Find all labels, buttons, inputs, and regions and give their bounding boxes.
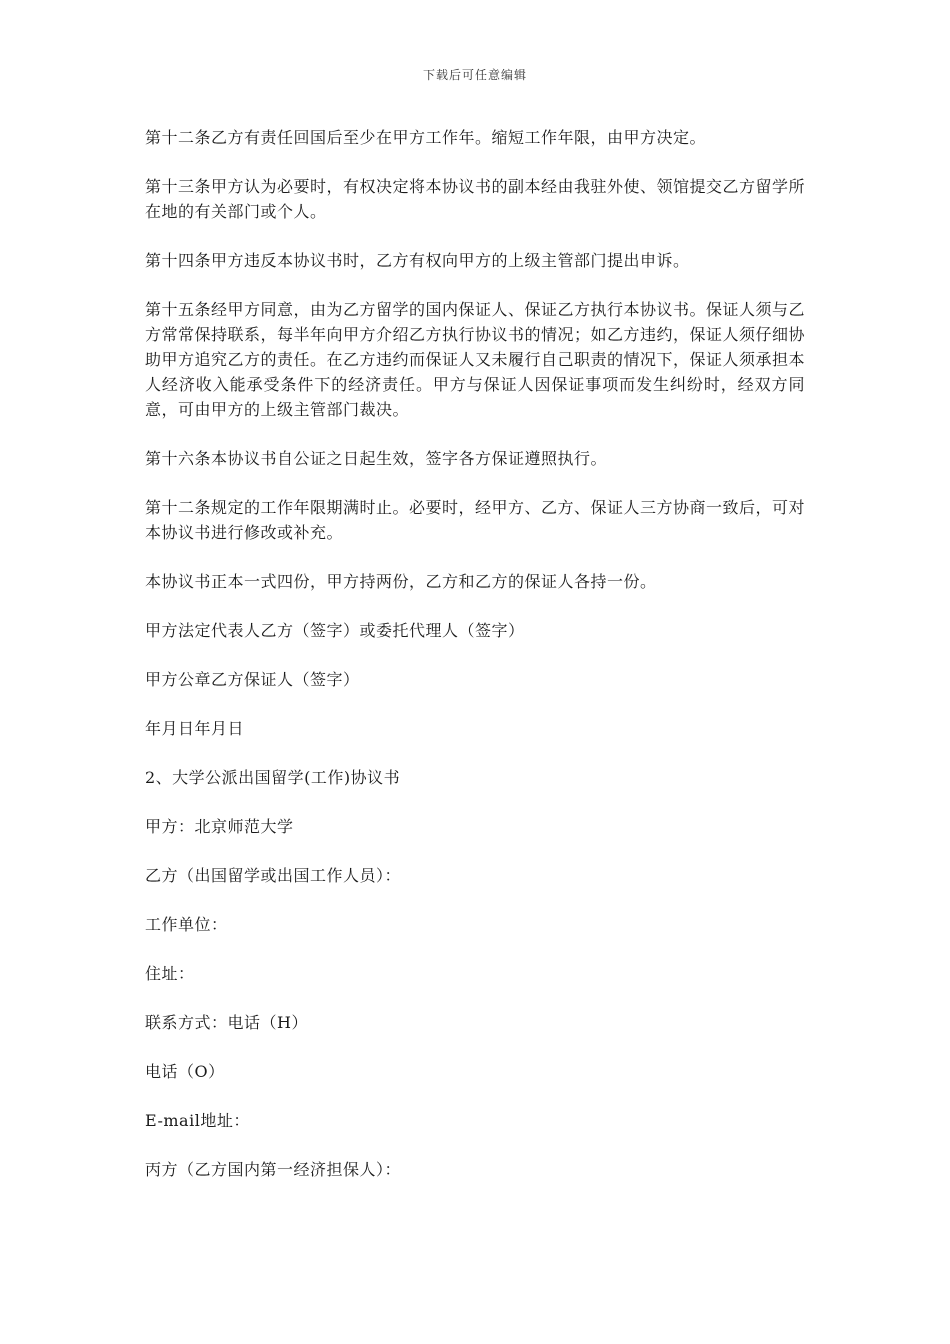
party-c-line: 丙方（乙方国内第一经济担保人）： xyxy=(145,1160,402,1179)
contact-phone-office-line: 电话（O） xyxy=(145,1062,225,1081)
signature-line-representative: 甲方法定代表人乙方（签字）或委托代理人（签字） xyxy=(145,621,525,640)
email-line: E-mail地址： xyxy=(145,1111,250,1130)
header-note: 下载后可任意编辑 xyxy=(422,68,527,82)
paragraph-article-12: 第十二条乙方有责任回国后至少在甲方工作年。缩短工作年限，由甲方决定。 xyxy=(145,128,707,147)
paragraph-article-15: 第十五条经甲方同意，由为乙方留学的国内保证人、保证乙方执行本协议书。保证人须与乙方常常保持联系，每半年向甲方介绍乙方执行协议书的情况；如乙方违约，保证人须仔细协助甲方追究乙方的责任。在乙方违约而保证人又未履行自己职责的情况下，保证人须承担本人经济收入能承受条件下的经济责任。甲方与保证人因保证事项而发生纠纷时，经双方同意，可由甲方的上级主管部门裁决。 xyxy=(145,300,806,419)
signature-line-seal: 甲方公章乙方保证人（签字） xyxy=(145,670,360,689)
contact-phone-home-line: 联系方式：电话（H） xyxy=(145,1013,308,1032)
work-unit-line: 工作单位： xyxy=(145,915,228,934)
paragraph-article-16: 第十六条本协议书自公证之日起生效，签字各方保证遵照执行。 xyxy=(145,449,608,468)
document-body xyxy=(145,125,805,1206)
party-b-line: 乙方（出国留学或出国工作人员）： xyxy=(145,866,402,885)
party-a-line: 甲方：北京师范大学 xyxy=(145,817,294,836)
paragraph-article-14: 第十四条甲方违反本协议书时，乙方有权向甲方的上级主管部门提出申诉。 xyxy=(145,251,690,270)
date-line: 年月日年月日 xyxy=(145,719,245,738)
section-title-agreement-2: 2、大学公派出国留学(工作)协议书 xyxy=(145,768,401,787)
paragraph-article-13: 第十三条甲方认为必要时，有权决定将本协议书的副本经由我驻外使、领馆提交乙方留学所在地的有关部门或个人。 xyxy=(145,177,806,221)
paragraph-term-expiry: 第十二条规定的工作年限期满时止。必要时，经甲方、乙方、保证人三方协商一致后，可对本协议书进行修改或补充。 xyxy=(145,498,806,542)
paragraph-copies: 本协议书正本一式四份，甲方持两份，乙方和乙方的保证人各持一份。 xyxy=(145,572,657,591)
address-line: 住址： xyxy=(145,964,195,983)
